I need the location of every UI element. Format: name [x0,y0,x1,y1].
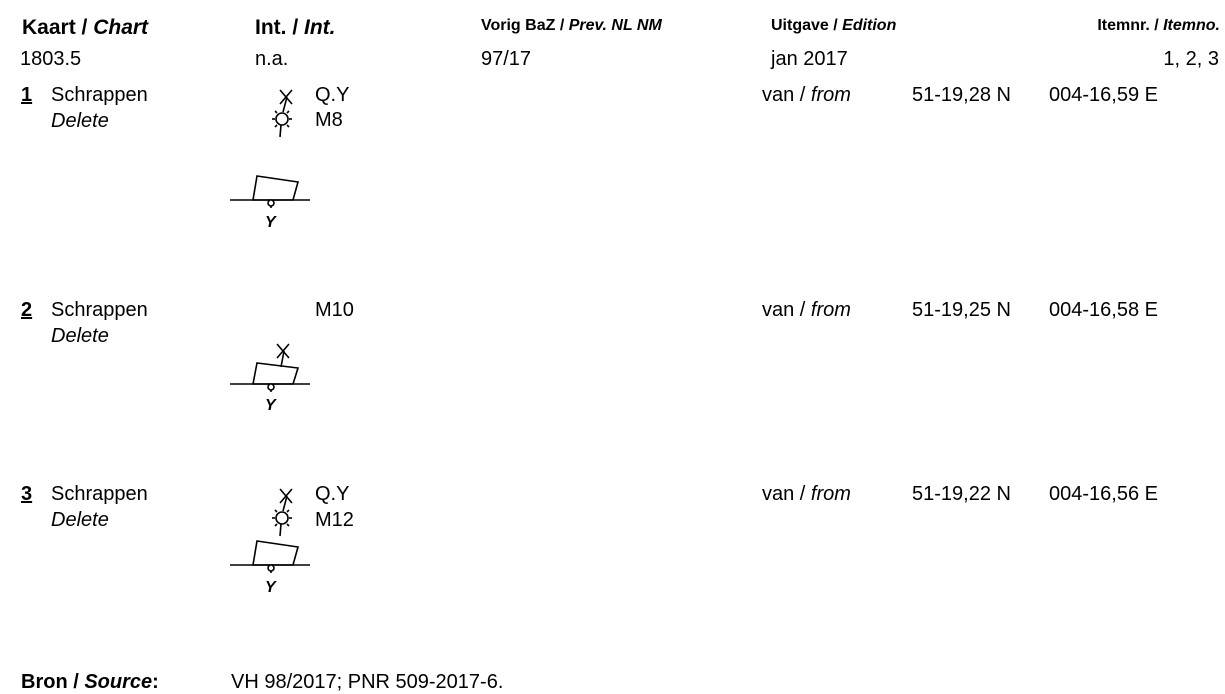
from-label-en: from [810,84,851,106]
chart-header [22,16,148,40]
action-nl: Schrappen [51,84,148,106]
from-label-en: from [810,483,851,505]
from-label-nl: van / [762,84,811,106]
source-label-en: Source [84,671,153,693]
source-label-nl: Bron / [21,671,85,693]
source-label [21,671,159,694]
prev-nm-header [481,17,662,35]
longitude: 004-16,58 E [1049,299,1158,321]
light-character: Q.Y [315,84,350,106]
action-nl: Schrappen [51,483,148,505]
longitude: 004-16,56 E [1049,483,1158,505]
symbol-letter: Y [265,579,276,596]
prev-nm-header-nl: Vorig BaZ / [481,17,569,34]
from-label [762,483,851,506]
longitude: 004-16,59 E [1049,84,1158,106]
action-nl: Schrappen [51,299,148,321]
buoy-symbol-icon [230,330,316,414]
source-value: VH 98/2017; PNR 509-2017-6. [231,671,504,693]
from-label-en: from [810,299,851,321]
lit-buoy-symbol-icon [230,483,316,633]
from-label [762,299,851,322]
from-label [762,84,851,107]
prev-nm-number: 97/17 [481,48,532,70]
action-en: Delete [51,509,109,531]
symbol-letter: Y [265,397,276,414]
action-en: Delete [51,110,109,132]
item-number: 1 [21,84,33,106]
latitude: 51-19,25 N [912,299,1011,321]
lit-buoy-symbol-icon [230,84,316,234]
light-character: Q.Y [315,483,350,505]
edition-value: jan 2017 [771,48,848,70]
buoy-name: M10 [315,299,354,321]
chart-header-nl: Kaart / [22,16,94,39]
edition-header-en: Edition [842,17,897,34]
buoy-name: M8 [315,109,343,131]
chart-number: 1803.5 [20,48,82,70]
itemno-value: 1, 2, 3 [1163,48,1219,70]
latitude: 51-19,22 N [912,483,1011,505]
source-label-colon: : [152,671,159,693]
edition-header-nl: Uitgave / [771,17,843,34]
edition-header [771,17,896,35]
symbol-letter: Y [265,214,276,231]
from-label-nl: van / [762,299,811,321]
int-header-nl: Int. / [255,16,304,39]
int-header [255,16,336,40]
itemno-header [1097,17,1220,35]
chart-header-en: Chart [93,16,149,39]
itemno-header-en: Itemno. [1163,17,1220,34]
int-number: n.a. [255,48,289,70]
itemno-header-nl: Itemnr. / [1097,17,1164,34]
item-number: 3 [21,483,33,505]
prev-nm-header-en: Prev. NL NM [568,17,662,34]
buoy-name: M12 [315,509,354,531]
latitude: 51-19,28 N [912,84,1011,106]
action-en: Delete [51,325,109,347]
item-number: 2 [21,299,33,321]
from-label-nl: van / [762,483,811,505]
int-header-en: Int. [304,16,336,39]
